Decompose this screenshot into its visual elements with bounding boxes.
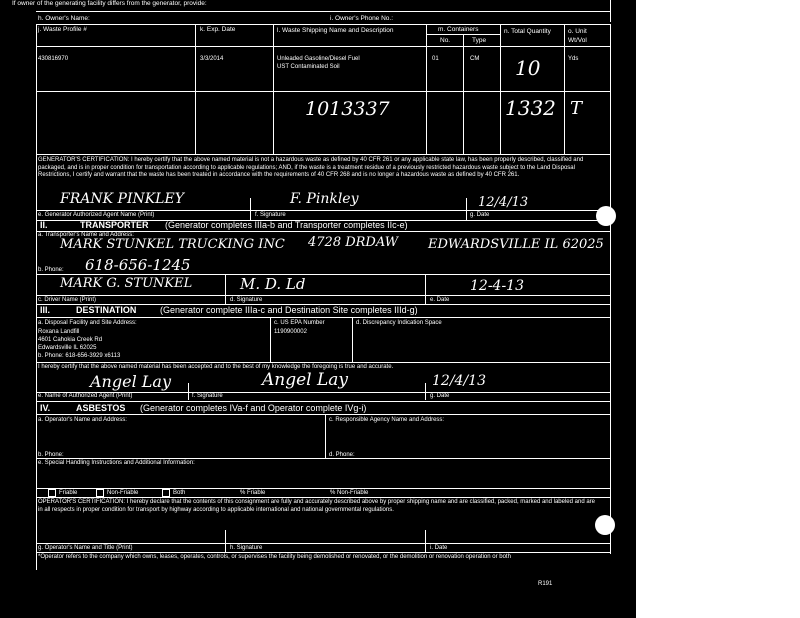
table-row-border	[36, 91, 610, 92]
divider	[225, 274, 226, 304]
table-border	[426, 34, 500, 35]
table-border	[273, 24, 274, 154]
punch-hole	[595, 515, 615, 535]
nonfriable-option-label: Non-Friable	[107, 490, 139, 496]
divider	[36, 543, 610, 544]
divider	[36, 497, 610, 498]
transporter-city-handwritten: EDWARDSVILLE IL 62025	[428, 237, 604, 252]
generator-date-handwritten: 12/4/13	[478, 195, 529, 210]
discrepancy-label: d. Discrepancy Indication Space	[356, 320, 442, 326]
section-divider	[36, 401, 610, 402]
col-exp-header: k. Exp. Date	[200, 26, 236, 33]
divider	[36, 414, 610, 415]
operator-phone-label: b. Phone:	[38, 452, 64, 458]
special-handling-label: e. Special Handling Instructions and Additional Information:	[38, 460, 195, 466]
destination-agent-label: e. Name of Authorized Agent (Print)	[38, 393, 133, 399]
row2-handwritten-unit: T	[570, 98, 583, 119]
divider	[250, 198, 251, 220]
divider	[225, 530, 226, 552]
divider	[325, 414, 326, 458]
nonfriable-checkbox[interactable]	[96, 489, 104, 497]
row1-unit: Yds	[568, 56, 579, 62]
transporter-name-label: a. Transporter's Name and Address:	[38, 232, 134, 238]
agency-phone-label: d. Phone:	[329, 452, 355, 458]
driver-name-handwritten: MARK G. STUNKEL	[60, 276, 193, 291]
operator-date-label: i. Date	[430, 545, 448, 551]
destination-date-label: g. Date	[430, 393, 450, 399]
generator-agent-label: e. Generator Authorized Agent Name (Print)	[38, 212, 155, 218]
operator-signature-label: h. Signature	[230, 545, 263, 551]
generator-signature-handwritten: F. Pinkley	[290, 191, 359, 207]
operator-certification-text: OPERATOR'S CERTIFICATION: I hereby declare that the contents of this consignment are fully and accurately described above by proper shipping name and are classified, packed, marked and labeled and are in all respects in proper condition for transport by highway according to applicable international and national governmental regulations.	[38, 499, 595, 513]
asbestos-section-num: IV.	[40, 403, 51, 413]
divider	[36, 362, 610, 363]
friable-checkbox[interactable]	[48, 489, 56, 497]
facility-name: Roxana Landfill	[38, 329, 80, 335]
destination-certification-text: I hereby certify that the above named material has been accepted and to the best of my knowledge the foregoing is true and accurate.	[38, 364, 394, 370]
transporter-section-num: II.	[40, 220, 48, 230]
divider	[36, 458, 610, 459]
col-unit-header: o. Unit Wt/Vol	[568, 28, 587, 44]
agency-name-label: c. Responsible Agency Name and Address:	[329, 417, 445, 423]
asbestos-section-subtitle: (Generator completes IVa-f and Operator complete IVg-i)	[140, 403, 367, 413]
both-option-label: Both	[173, 490, 186, 496]
table-header-border	[36, 46, 610, 47]
transporter-phone-label: b. Phone:	[38, 267, 64, 273]
facility-label: a. Disposal Facility and Site Address:	[38, 320, 137, 326]
form-right-border	[610, 154, 611, 554]
divider	[36, 295, 610, 296]
divider	[610, 0, 611, 22]
table-border	[426, 24, 427, 154]
divider	[352, 317, 353, 362]
divider	[188, 383, 189, 400]
table-border	[195, 24, 196, 154]
divider	[36, 552, 610, 553]
driver-signature-label: d. Signature	[230, 297, 263, 303]
generator-certification-text: GENERATOR'S CERTIFICATION: I hereby certify that the above named material is not a hazardous waste as defined by 40 CFR 261 or any applicable state law, has been properly described, classified and packaged, and is in proper condition for transportation according to applicable regulations; AND, if the waste is a treatment residue of a previously restricted hazardous waste subject to the Land Disposal Restrictions, I certify and warrant that the waste has been treated in accordance with the requirements of 40 CFR 268 and is no longer a hazardous waste as defined by 40 CFR 261.	[38, 157, 584, 178]
driver-date-label: e. Date	[430, 297, 450, 303]
destination-signature-label: f. Signature	[192, 393, 223, 399]
divider	[270, 317, 271, 362]
col-no-header: No.	[440, 37, 451, 44]
facility-street: 4601 Cahokia Creek Rd	[38, 337, 103, 343]
col-profile-header: j. Waste Profile #	[38, 26, 87, 33]
col-containers-header: m. Containers	[438, 26, 479, 33]
operator-name-title-label: g. Operator's Name and Title (Print)	[38, 545, 133, 551]
destination-date-handwritten: 12/4/13	[432, 373, 486, 389]
page-mark: R191	[538, 581, 553, 587]
transporter-section-title: TRANSPORTER	[80, 220, 149, 230]
table-bottom-border	[36, 154, 610, 155]
facility-phone: b. Phone: 618-656-3929 x6113	[38, 353, 121, 359]
col-total-header: n. Total Quantity	[504, 28, 551, 35]
row1-profile: 430816970	[38, 56, 69, 62]
form-left-border	[36, 154, 37, 570]
divider	[36, 210, 610, 211]
operator-name-label: a. Operator's Name and Address:	[38, 417, 127, 423]
destination-signature-handwritten: Angel Lay	[262, 370, 349, 390]
operator-footnote: *Operator refers to the company which owns, leases, operates, controls, or supervises the facility being demolished or renovated, or the demolition or renovation operation or both	[38, 554, 511, 560]
divider	[36, 488, 610, 489]
divider	[36, 274, 610, 275]
owner-note: If owner of the generating facility differs from the generator, provide:	[12, 0, 207, 7]
table-border	[500, 24, 501, 154]
epa-number-label: c. US EPA Number	[274, 320, 325, 326]
divider	[36, 11, 610, 12]
row2-handwritten-weight: 1332	[505, 96, 556, 120]
transporter-phone-handwritten: 618-656-1245	[85, 256, 191, 274]
row1-container-no: 01	[432, 56, 439, 62]
generator-agent-name-handwritten: FRANK PINKLEY	[60, 191, 184, 207]
percent-friable-label: % Friable	[240, 490, 266, 496]
generator-signature-label: f. Signature	[255, 212, 286, 218]
transporter-section-subtitle: (Generator completes IIIa-b and Transporter completes IIc-e)	[165, 220, 408, 230]
driver-name-label: c. Driver Name (Print)	[38, 297, 97, 303]
destination-section-subtitle: (Generator complete IIIa-c and Destination Site completes IIId-g)	[160, 305, 418, 315]
transporter-address-handwritten: 4728 DRDAW	[308, 235, 399, 250]
driver-date-handwritten: 12-4-13	[470, 278, 524, 294]
divider	[425, 274, 426, 304]
destination-agent-name-handwritten: Angel Lay	[90, 372, 171, 391]
divider	[466, 198, 467, 220]
transporter-name-handwritten: MARK STUNKEL TRUCKING INC	[60, 237, 285, 252]
epa-number: 1190900002	[274, 329, 307, 335]
table-border	[463, 34, 464, 154]
driver-signature-handwritten: M. D. Ld	[240, 275, 306, 293]
owner-name-label: h. Owner's Name:	[38, 15, 90, 22]
col-type-header: Type	[472, 37, 487, 44]
table-border	[564, 24, 565, 154]
row1-exp-date: 3/3/2014	[200, 56, 224, 62]
asbestos-section-title: ASBESTOS	[76, 403, 126, 413]
owner-phone-label: i. Owner's Phone No.:	[330, 15, 394, 22]
table-border	[610, 24, 611, 154]
row1-total-handwritten: 10	[515, 56, 541, 80]
divider	[425, 530, 426, 552]
divider	[36, 317, 610, 318]
row1-desc-line2: UST Contaminated Soil	[277, 64, 340, 70]
punch-hole	[596, 206, 616, 226]
row1-desc-line1: Unleaded Gasoline/Diesel Fuel	[277, 56, 360, 62]
generator-date-label: g. Date	[470, 212, 490, 218]
destination-section-num: III.	[40, 305, 51, 315]
table-border	[36, 24, 37, 154]
friable-option-label: Friable	[59, 490, 78, 496]
percent-nonfriable-label: % Non-Friable	[330, 490, 369, 496]
col-desc-header: l. Waste Shipping Name and Description	[277, 27, 394, 34]
row2-handwritten-ticket: 1013337	[305, 98, 390, 120]
row1-container-type: CM	[470, 56, 480, 62]
table-top-border	[36, 24, 610, 25]
both-checkbox[interactable]	[162, 489, 170, 497]
destination-section-title: DESTINATION	[76, 305, 137, 315]
divider	[425, 383, 426, 400]
facility-city: Edwardsville IL 62025	[38, 345, 97, 351]
